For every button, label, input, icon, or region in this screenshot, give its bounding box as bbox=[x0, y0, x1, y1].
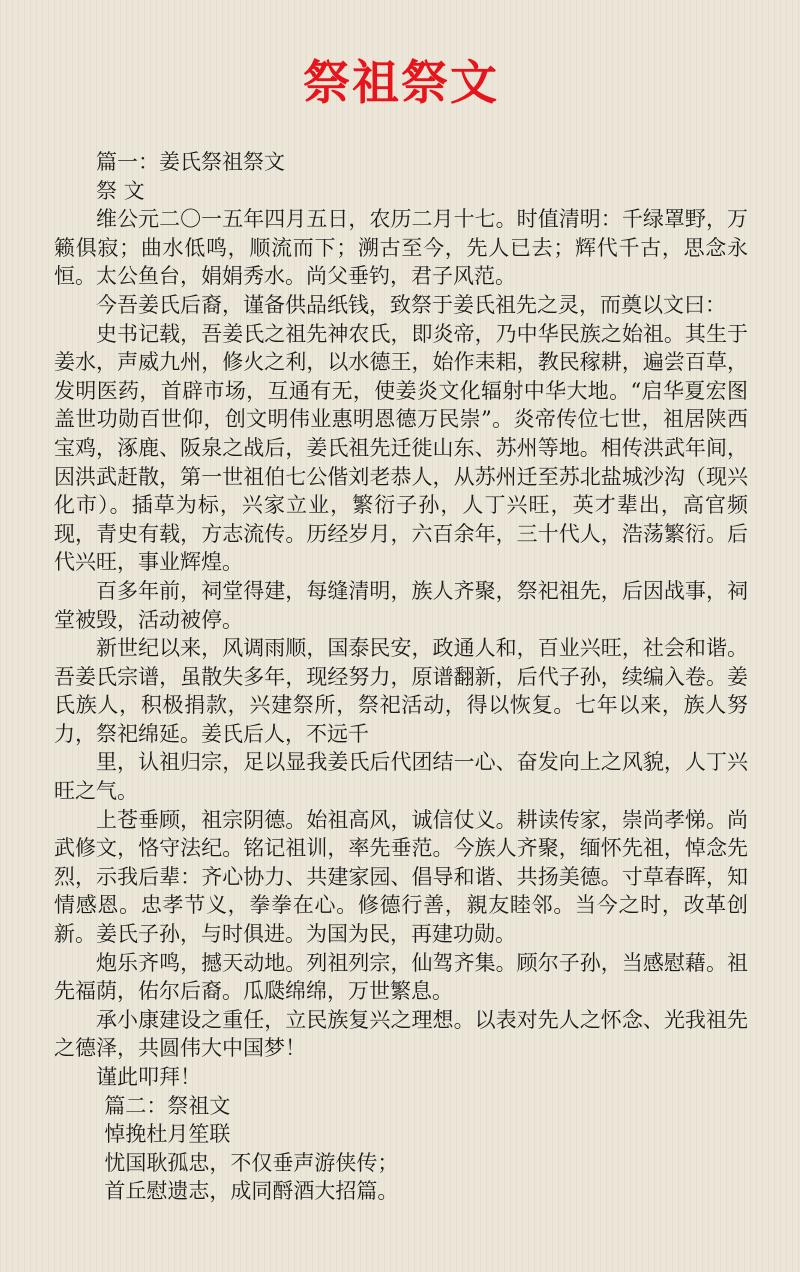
page-title: 祭祖祭文 bbox=[303, 56, 499, 111]
paragraph: 百多年前，祠堂得建，每缝清明，族人齐聚，祭祀祖先，后因战事，祠堂被毁，活动被停。 bbox=[54, 578, 748, 632]
paragraph: 今吾姜氏后裔，谨备供品纸钱，致祭于姜氏祖先之灵，而奠以文曰： bbox=[96, 292, 726, 317]
section-heading-2: 篇二：祭祖文 bbox=[104, 1093, 231, 1118]
paragraph: 维公元二〇一五年四月五日，农历二月十七。时值清明：千绿罩野，万籁俱寂；曲水低鸣，顺流而下；溯古至今，先人已去；辉代千古，思念永恒。太公鱼台，娟娟秀水。尚父垂钓，君子风范。 bbox=[54, 207, 748, 289]
closing-line: 谨此叩拜！ bbox=[96, 1065, 201, 1089]
subheading-jiwen: 祭 文 bbox=[96, 178, 145, 203]
paragraph: 新世纪以来，风调雨顺，国泰民安，政通人和，百业兴旺，社会和谐。吾姜氏宗谱，虽散失多年，现经努力，原谱翻新，后代子孙，续编入卷。姜氏族人，积极捐款，兴建祭所，祭祀活动，得以恢复。七年以来，族人努力，祭祀绵延。姜氏后人，不远千 bbox=[54, 636, 748, 746]
couplet-title: 悼挽杜月笙联 bbox=[104, 1122, 231, 1147]
couplet-line-1: 忧国耿孤忠，不仅垂声游侠传； bbox=[104, 1150, 399, 1175]
couplet-line-2: 首丘慰遗志，成同酹酒大招篇。 bbox=[104, 1179, 399, 1204]
paragraph: 史书记载，吾姜氏之祖先神农氏，即炎帝，乃中华民族之始祖。其生于姜水，声威九州，修火之利，以水德王，始作耒耜，教民稼耕，遍尝百草，发明医药，首辟市场，互通有无，使姜炎文化辐射中华大地。“启华夏宏图盖世功勋百世仰，创文明伟业惠明恩德万民崇”。炎帝传位七世，祖居陕西宝鸡，涿鹿、阪泉之战后，姜氏祖先迁徙山东、苏州等地。相传洪武年间，因洪武赶散，第一世祖伯七公偕刘老恭人，从苏州迁至苏北盐城沙沟（现兴化市）。插草为标，兴家立业，繁衍子孙，人丁兴旺，英才辈出，高官频现，青史有载，方志流传。历经岁月，六百余年，三十代人，浩荡繁衍。后代兴旺，事业辉煌。 bbox=[54, 321, 748, 575]
document-body bbox=[54, 148, 748, 1206]
paragraph: 上苍垂顾，祖宗阴德。始祖高风，诚信仗义。耕读传家，崇尚孝悌。尚武修文，恪守法纪。铭记祖训，率先垂范。今族人齐聚，缅怀先祖，悼念先烈，示我后辈：齐心协力、共建家园、倡导和谐、共扬美德。寸草春晖，知情感恩。忠孝节义，拳拳在心。修德行善，親友睦邻。当今之时，改革创新。姜氏子孙，与时俱进。为国为民，再建功勋。 bbox=[54, 807, 748, 947]
paragraph: 炮乐齐鸣，撼天动地。列祖列宗，仙驾齐集。顾尔子孙，当感慰藉。祖先福荫，佑尔后裔。瓜瓞绵绵，万世繁息。 bbox=[54, 950, 748, 1004]
paragraph: 里，认祖归宗，足以显我姜氏后代团结一心、奋发向上之风貌，人丁兴旺之气。 bbox=[54, 750, 748, 804]
paragraph: 承小康建设之重任，立民族复兴之理想。以表对先人之怀念、光我祖先之德泽，共圆伟大中国梦！ bbox=[54, 1007, 748, 1061]
section-heading-1: 篇一：姜氏祭祖祭文 bbox=[96, 150, 285, 174]
